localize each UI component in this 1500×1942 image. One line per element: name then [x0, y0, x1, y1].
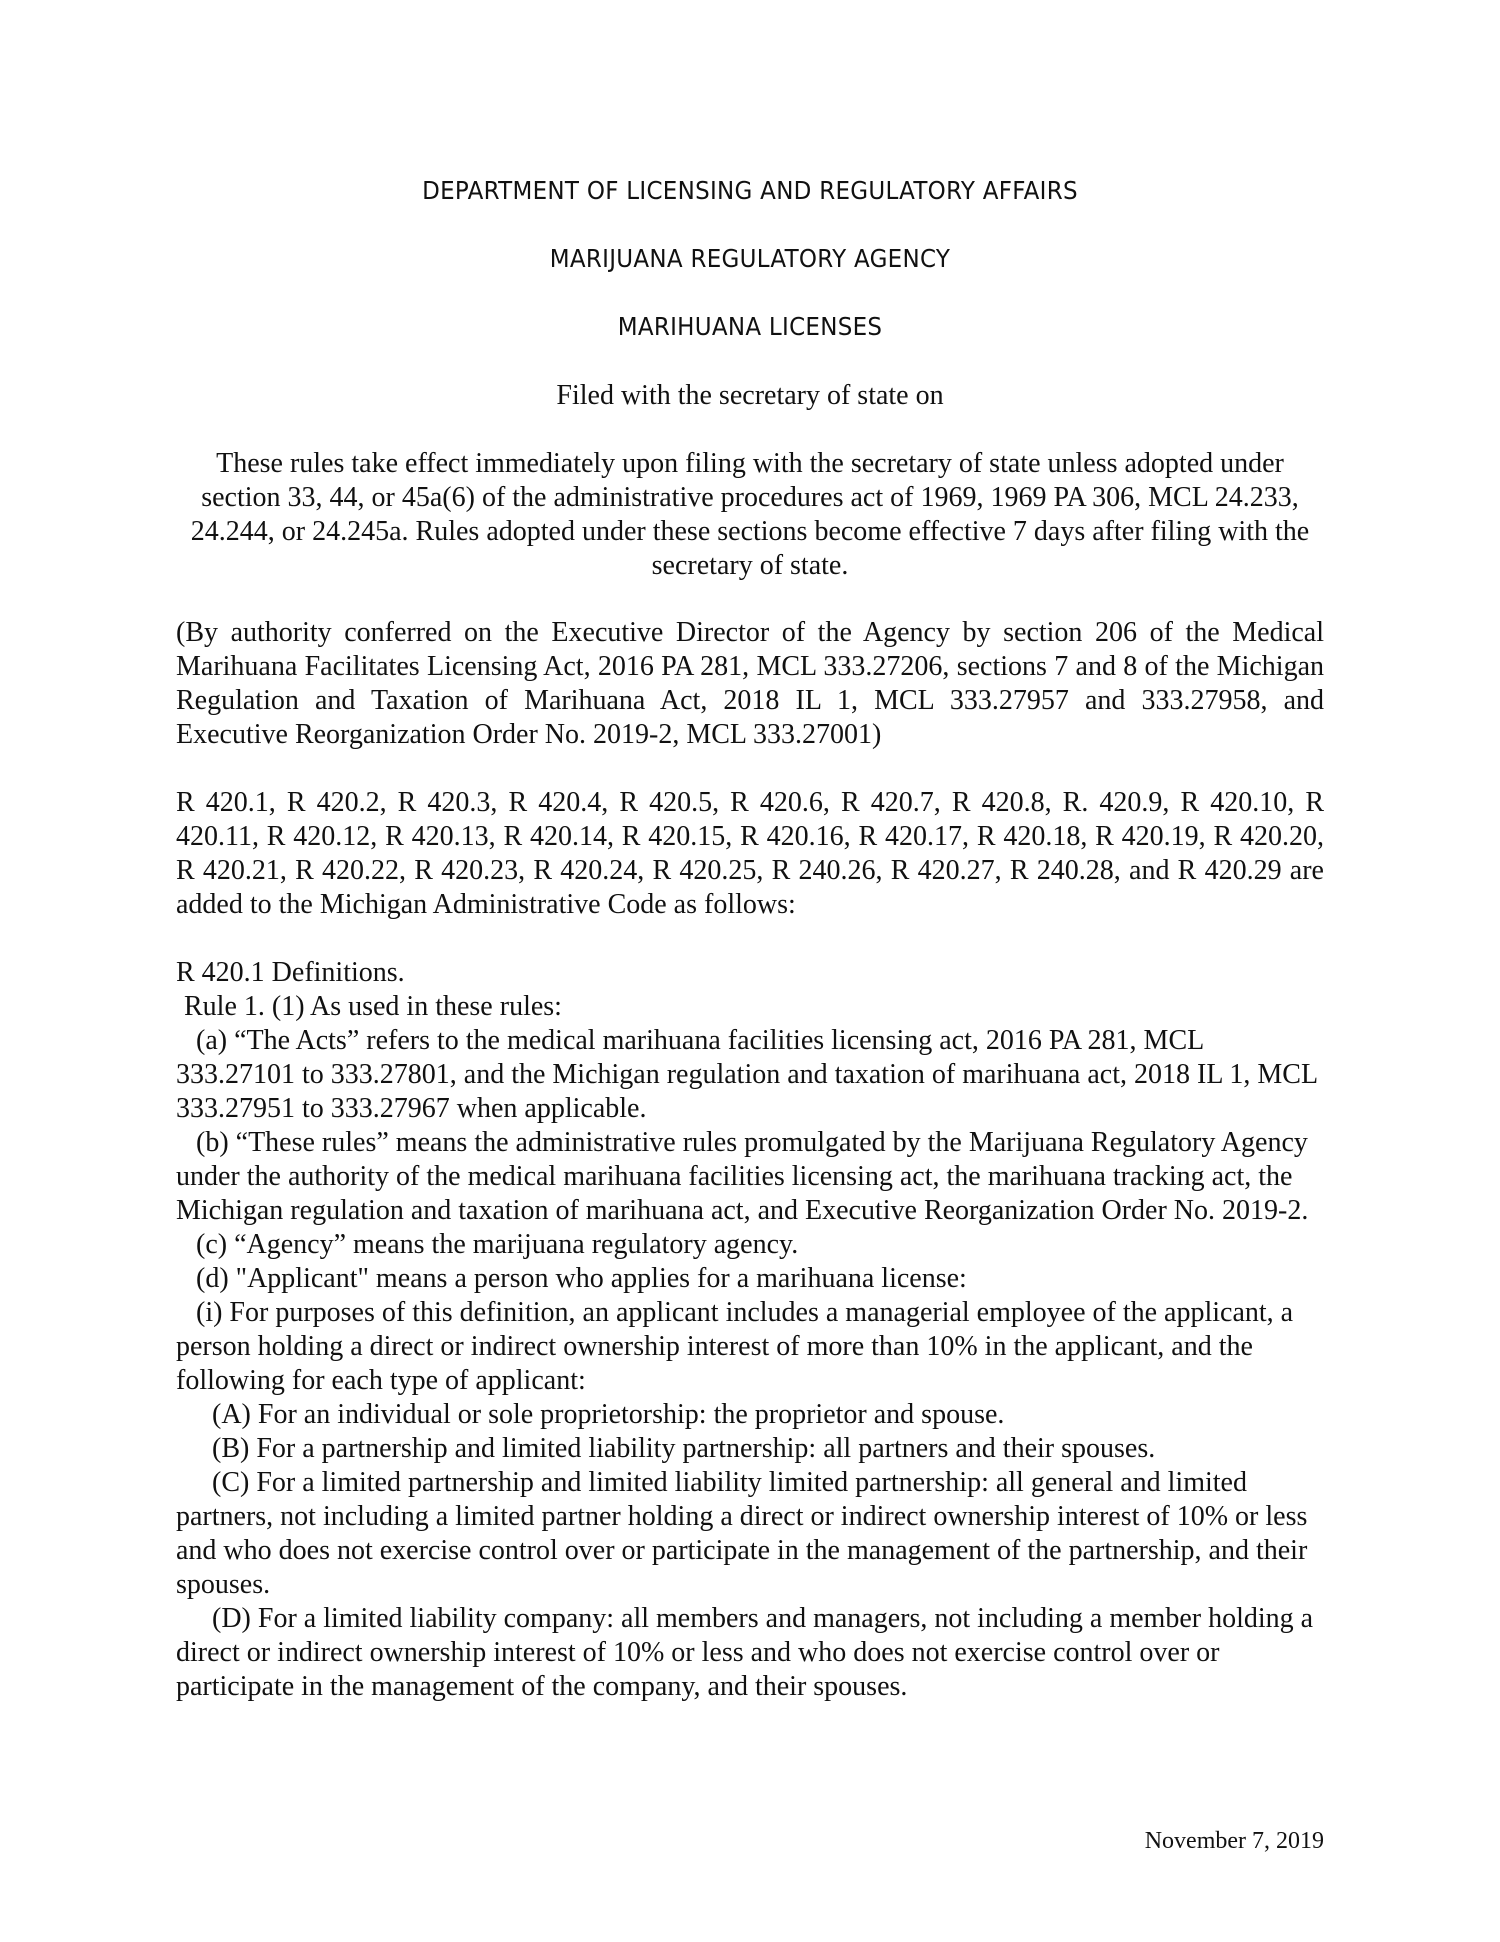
definition-d: (d) "Applicant" means a person who applies for a marihuana license:: [196, 1263, 967, 1294]
definition-c: (c) “Agency” means the marijuana regulatory agency.: [196, 1229, 799, 1260]
effective-date-paragraph: These rules take effect immediately upon filing with the secretary of state unless adopted under section 33, 44, or 45a(6) of the administrative procedures act of 1969, 1969 PA 306, MCL 24.233, 24.244, or 24.245a. Rules adopted under these sections become effective 7 days after filing with the secretary of state.: [190, 448, 1310, 581]
rule-subheading: Rule 1. (1) As used in these rules:: [184, 991, 562, 1022]
rule-section: [176, 956, 1324, 1704]
footer-date: November 7, 2019: [1144, 1828, 1324, 1854]
rule-heading: R 420.1 Definitions.: [176, 957, 405, 988]
definition-b: (b) “These rules” means the administrative rules promulgated by the Marijuana Regulatory Agency under the authority of the medical marihuana facilities licensing act, the marihuana tracking act, the Michigan regulation and taxation of marihuana act, and Executive Reorganization Order No. 2019-2.: [176, 1127, 1309, 1226]
definition-a: (a) “The Acts” refers to the medical marihuana facilities licensing act, 2016 PA 281, MCL 333.27101 to 333.27801, and the Michigan regulation and taxation of marihuana act, 2018 IL 1, MCL 333.27951 to 333.27967 when applicable.: [176, 1025, 1318, 1124]
definition-d-i-B: (B) For a partnership and limited liability partnership: all partners and their spouses.: [212, 1433, 1156, 1464]
definition-d-i: (i) For purposes of this definition, an applicant includes a managerial employee of the applicant, a person holding a direct or indirect ownership interest of more than 10% in the applicant, and the following for each type of applicant:: [176, 1297, 1294, 1396]
department-heading: DEPARTMENT OF LICENSING AND REGULATORY AFFAIRS: [422, 176, 1078, 205]
agency-heading: MARIJUANA REGULATORY AGENCY: [549, 244, 951, 273]
document-title: MARIHUANA LICENSES: [617, 312, 883, 341]
definition-d-i-A: (A) For an individual or sole proprietorship: the proprietor and spouse.: [212, 1399, 1005, 1430]
definition-d-i-D: (D) For a limited liability company: all members and managers, not including a member holding a direct or indirect ownership interest of 10% or less and who does not exercise control over or participate in the management of the company, and their spouses.: [176, 1603, 1314, 1702]
filed-statement: Filed with the secretary of state on: [556, 380, 944, 411]
definition-d-i-C: (C) For a limited partnership and limited liability limited partnership: all general and limited partners, not including a limited partner holding a direct or indirect ownership interest of 10% or less and who does not exercise control over or participate in the management of the partnership, and their spouses.: [176, 1467, 1308, 1600]
rules-added-paragraph: R 420.1, R 420.2, R 420.3, R 420.4, R 420.5, R 420.6, R 420.7, R 420.8, R. 420.9, R 420.10, R 420.11, R 420.12, R 420.13, R 420.14, R 420.15, R 420.16, R 420.17, R 420.18, R 420.19, R 420.20, R 420.21, R 420.22, R 420.23, R 420.24, R 420.25, R 240.26, R 420.27, R 240.28, and R 420.29 are added to the Michigan Administrative Code as follows:: [176, 787, 1324, 920]
authority-paragraph: (By authority conferred on the Executive Director of the Agency by section 206 of the Medical Marihuana Facilitates Licensing Act, 2016 PA 281, MCL 333.27206, sections 7 and 8 of the Michigan Regulation and Taxation of Marihuana Act, 2018 IL 1, MCL 333.27957 and 333.27958, and Executive Reorganization Order No. 2019-2, MCL 333.27001): [176, 617, 1324, 750]
